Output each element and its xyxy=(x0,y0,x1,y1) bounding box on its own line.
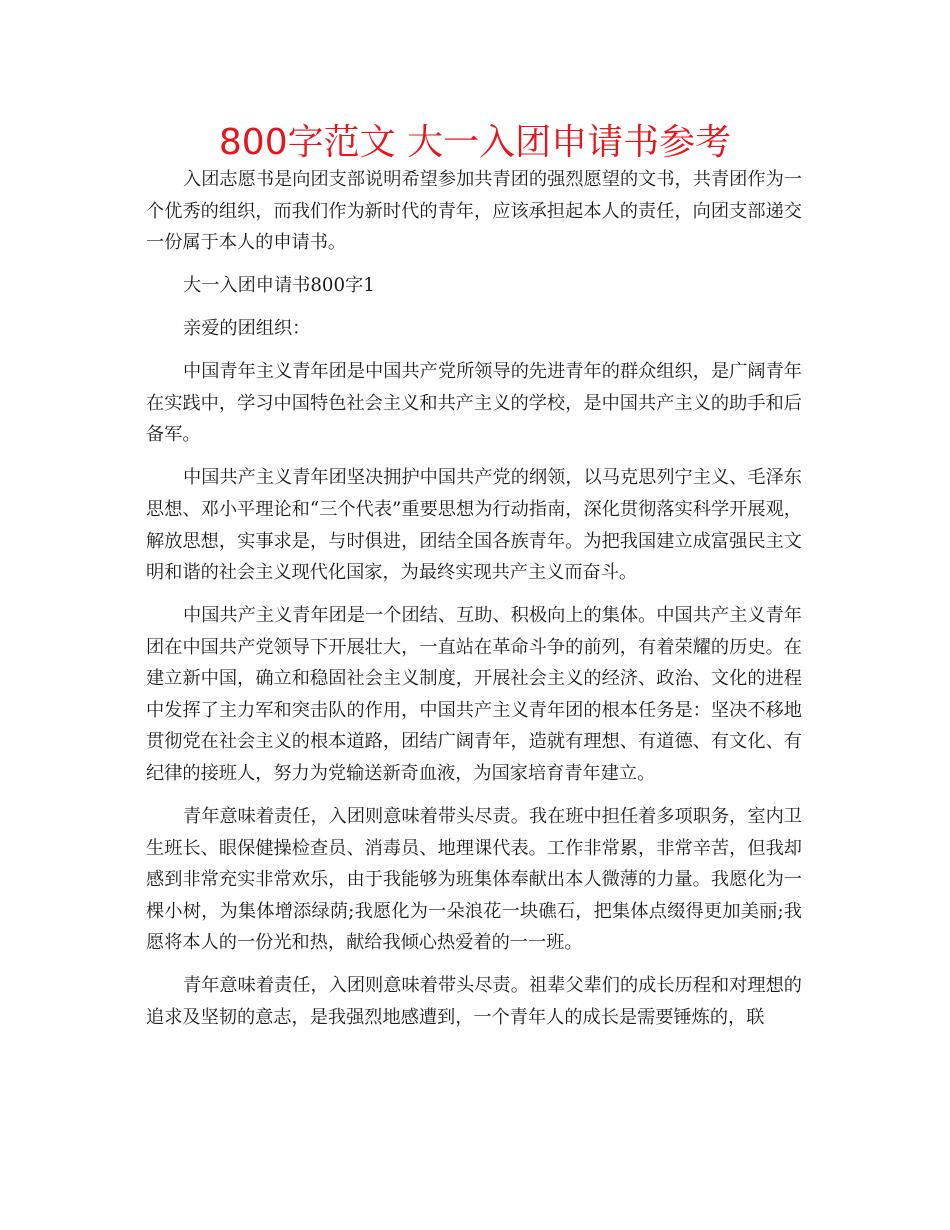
paragraph: 中国青年主义青年团是中国共产党所领导的先进青年的群众组织，是广阔青年在实践中，学习中国特色社会主义和共产主义的学校，是中国共产主义的助手和后备军。 xyxy=(146,361,802,446)
paragraph-salutation: 亲爱的团组织： xyxy=(183,318,311,340)
paragraph: 青年意味着责任，入团则意味着带头尽责。祖辈父辈们的成长历程和对理想的追求及坚韧的意志，是我强烈地感遭到，一个青年人的成长是需要锤炼的，联 xyxy=(146,975,802,1028)
paragraph: 中国共产主义青年团是一个团结、互助、积极向上的集体。中国共产主义青年团在中国共产党领导下开展壮大，一直站在革命斗争的前列，有着荣耀的历史。在建立新中国，确立和稳固社会主义制度，开展社会主义的经济、政治、文化的进程中发挥了主力军和突击队的作用，中国共产主义青年团的根本任务是：坚决不移地贯彻党在社会主义的根本道路，团结广阔青年，造就有理想、有道德、有文化、有纪律的接班人，努力为党输送新奇血液，为国家培育青年建立。 xyxy=(146,605,802,785)
document-body xyxy=(146,164,802,1045)
paragraph: 青年意味着责任，入团则意味着带头尽责。我在班中担任着多项职务，室内卫生班长、眼保健操检查员、消毒员、地理课代表。工作非常累，非常辛苦，但我却感到非常充实非常欢乐，由于我能够为班集体奉献出本人微薄的力量。我愿化为一棵小树，为集体增添绿荫;我愿化为一朵浪花一块礁石，把集体点缀得更加美丽;我愿将本人的一份光和热，献给我倾心热爱着的一一班。 xyxy=(146,806,802,954)
paragraph-heading: 大一入团申请书800字1 xyxy=(183,275,375,297)
document-title: 800字范文 大一入团申请书参考 xyxy=(218,122,732,163)
paragraph: 中国共产主义青年团坚决拥护中国共产党的纲领，以马克思列宁主义、毛泽东思想、邓小平理论和“三个代表”重要思想为行动指南，深化贯彻落实科学开展观，解放思想，实事求是，与时俱进，团结全国各族青年。为把我国建立成富强民主文明和谐的社会主义现代化国家，为最终实现共产主义而奋斗。 xyxy=(146,467,802,584)
paragraph-intro: 入团志愿书是向团支部说明希望参加共青团的强烈愿望的文书，共青团作为一个优秀的组织，而我们作为新时代的青年，应该承担起本人的责任，向团支部递交一份属于本人的申请书。 xyxy=(146,169,802,254)
